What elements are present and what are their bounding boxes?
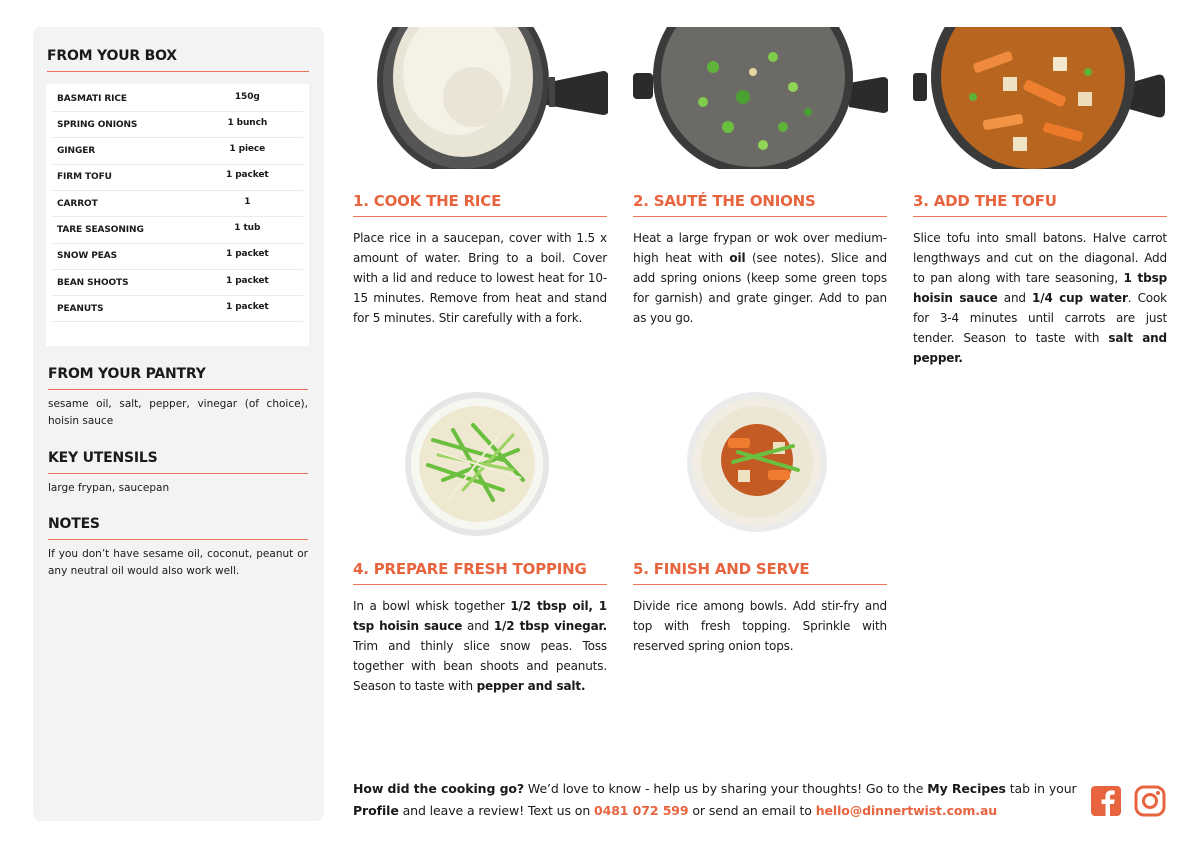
ingredient-name: BEAN SHOOTS bbox=[57, 277, 129, 288]
ingredient-row bbox=[52, 244, 303, 270]
instagram-icon[interactable] bbox=[1134, 785, 1166, 817]
step-3-image bbox=[913, 27, 1168, 169]
ingredient-row bbox=[52, 112, 303, 138]
ingredient-quantity: 1 bunch bbox=[227, 117, 268, 128]
bold-ingredient-text: 1/2 tbsp oil, 1 tsp hoisin sauce bbox=[353, 599, 607, 633]
footer-text: tab in your bbox=[1005, 781, 1077, 796]
ingredient-quantity: 150g bbox=[234, 91, 260, 102]
step-4-image bbox=[353, 390, 608, 538]
contact-link[interactable]: hello@dinnertwist.com.au bbox=[815, 803, 998, 818]
instruction-text: (see notes). Slice and add spring onions (keep some green tops for garnish) and grate ginger. Add to pan as you go. bbox=[633, 251, 887, 325]
ingredient-name: PEANUTS bbox=[57, 303, 104, 314]
ingredient-row bbox=[52, 296, 303, 322]
from-your-box-heading: FROM YOUR BOX bbox=[47, 48, 177, 64]
divider bbox=[48, 539, 308, 540]
instruction-text: Divide rice among bowls. Add stir-fry and top with fresh topping. Sprinkle with reserved spring onion tops. bbox=[633, 599, 887, 653]
divider bbox=[353, 584, 607, 585]
step-5-title: 5. FINISH AND SERVE bbox=[633, 560, 810, 578]
footer-text: My Recipes bbox=[927, 781, 1006, 796]
footer-text: We’d love to know - help us by sharing your thoughts! Go to the bbox=[524, 781, 928, 796]
ingredient-name: BASMATI RICE bbox=[57, 93, 127, 104]
instruction-text: and bbox=[997, 291, 1033, 305]
ingredient-row bbox=[52, 218, 303, 244]
step-1-text bbox=[353, 228, 607, 328]
instruction-text: and bbox=[462, 619, 494, 633]
ingredient-row bbox=[52, 165, 303, 191]
footer-text: Profile bbox=[353, 803, 399, 818]
ingredient-name: SPRING ONIONS bbox=[57, 119, 138, 130]
ingredient-name: FIRM TOFU bbox=[57, 172, 112, 183]
bold-ingredient-text: oil bbox=[729, 251, 746, 265]
ingredient-row bbox=[52, 86, 303, 112]
ingredient-name: TARE SEASONING bbox=[57, 225, 144, 235]
instruction-text: . Cook for 3-4 minutes until carrots are just tender. Season to taste with bbox=[913, 291, 1167, 345]
step-3-title: 3. ADD THE TOFU bbox=[913, 192, 1057, 210]
footer-text: and leave a review! Text us on bbox=[398, 803, 595, 818]
bold-ingredient-text: 1 tbsp hoisin sauce bbox=[913, 271, 1168, 305]
ingredient-quantity: 1 packet bbox=[226, 170, 269, 181]
bold-ingredient-text: pepper and salt. bbox=[476, 679, 586, 693]
pantry-heading: FROM YOUR PANTRY bbox=[48, 366, 206, 382]
step-2-text bbox=[633, 228, 887, 328]
ingredient-row bbox=[52, 270, 303, 296]
ingredient-quantity: 1 packet bbox=[226, 275, 269, 286]
step-3-text bbox=[913, 228, 1167, 368]
feedback-message bbox=[353, 778, 1083, 822]
step-1-image bbox=[353, 27, 608, 169]
pantry-text: sesame oil, salt, pepper, vinegar (of choice), hoisin sauce bbox=[48, 398, 308, 427]
bold-ingredient-text: 1/2 tbsp vinegar. bbox=[493, 619, 607, 633]
utensils-text: large frypan, saucepan bbox=[48, 482, 170, 494]
divider bbox=[633, 584, 887, 585]
step-1-title: 1. COOK THE RICE bbox=[353, 192, 502, 210]
instruction-text: In a bowl whisk together bbox=[353, 599, 511, 613]
instruction-text: Slice tofu into small batons. Halve carrot lengthways and cut on the diagonal. Add to pan along with tare seasoning, bbox=[913, 231, 1167, 285]
instruction-text: Heat a large frypan or wok over medium-high heat with bbox=[633, 231, 887, 265]
ingredient-row bbox=[52, 191, 303, 217]
notes-heading: NOTES bbox=[48, 516, 100, 532]
notes-text: If you don’t have sesame oil, coconut, peanut or any neutral oil would also work well. bbox=[48, 548, 308, 577]
divider bbox=[633, 216, 887, 217]
divider bbox=[48, 389, 308, 390]
contact-link[interactable]: 0481 072 599 bbox=[594, 803, 689, 818]
ingredient-quantity: 1 piece bbox=[229, 144, 266, 155]
ingredient-name: GINGER bbox=[57, 146, 96, 157]
bold-ingredient-text: 1/4 cup water bbox=[1032, 291, 1128, 305]
ingredient-quantity: 1 packet bbox=[226, 249, 269, 260]
ingredient-quantity: 1 tub bbox=[234, 223, 261, 233]
ingredient-row bbox=[52, 139, 303, 165]
step-4-title: 4. PREPARE FRESH TOPPING bbox=[353, 560, 587, 578]
footer-text: or send an email to bbox=[688, 803, 816, 818]
ingredient-quantity: 1 packet bbox=[226, 301, 269, 312]
ingredient-table bbox=[46, 84, 309, 346]
footer-text: How did the cooking go? bbox=[353, 781, 525, 796]
divider bbox=[47, 71, 309, 72]
bold-ingredient-text: salt and pepper. bbox=[913, 331, 1167, 365]
step-5-image bbox=[633, 390, 888, 538]
divider bbox=[353, 216, 607, 217]
step-2-title: 2. SAUTÉ THE ONIONS bbox=[633, 192, 816, 210]
ingredient-name: SNOW PEAS bbox=[57, 251, 118, 262]
utensils-heading: KEY UTENSILS bbox=[48, 450, 158, 466]
step-2-image bbox=[633, 27, 888, 169]
divider bbox=[48, 473, 308, 474]
step-5-text bbox=[633, 596, 887, 656]
step-4-text bbox=[353, 596, 607, 696]
facebook-icon[interactable] bbox=[1090, 785, 1122, 817]
ingredient-name: CARROT bbox=[57, 198, 98, 209]
instruction-text: Place rice in a saucepan, cover with 1.5 x amount of water. Bring to a boil. Cover with a lid and reduce to lowest heat for 10-15 minutes. Remove from heat and stand for 5 minutes. Stir carefully with a fork. bbox=[353, 231, 607, 325]
divider bbox=[913, 216, 1167, 217]
instruction-text: Trim and thinly slice snow peas. Toss together with bean shoots and peanuts. Season to taste with bbox=[353, 639, 607, 693]
ingredient-quantity: 1 bbox=[244, 196, 251, 207]
